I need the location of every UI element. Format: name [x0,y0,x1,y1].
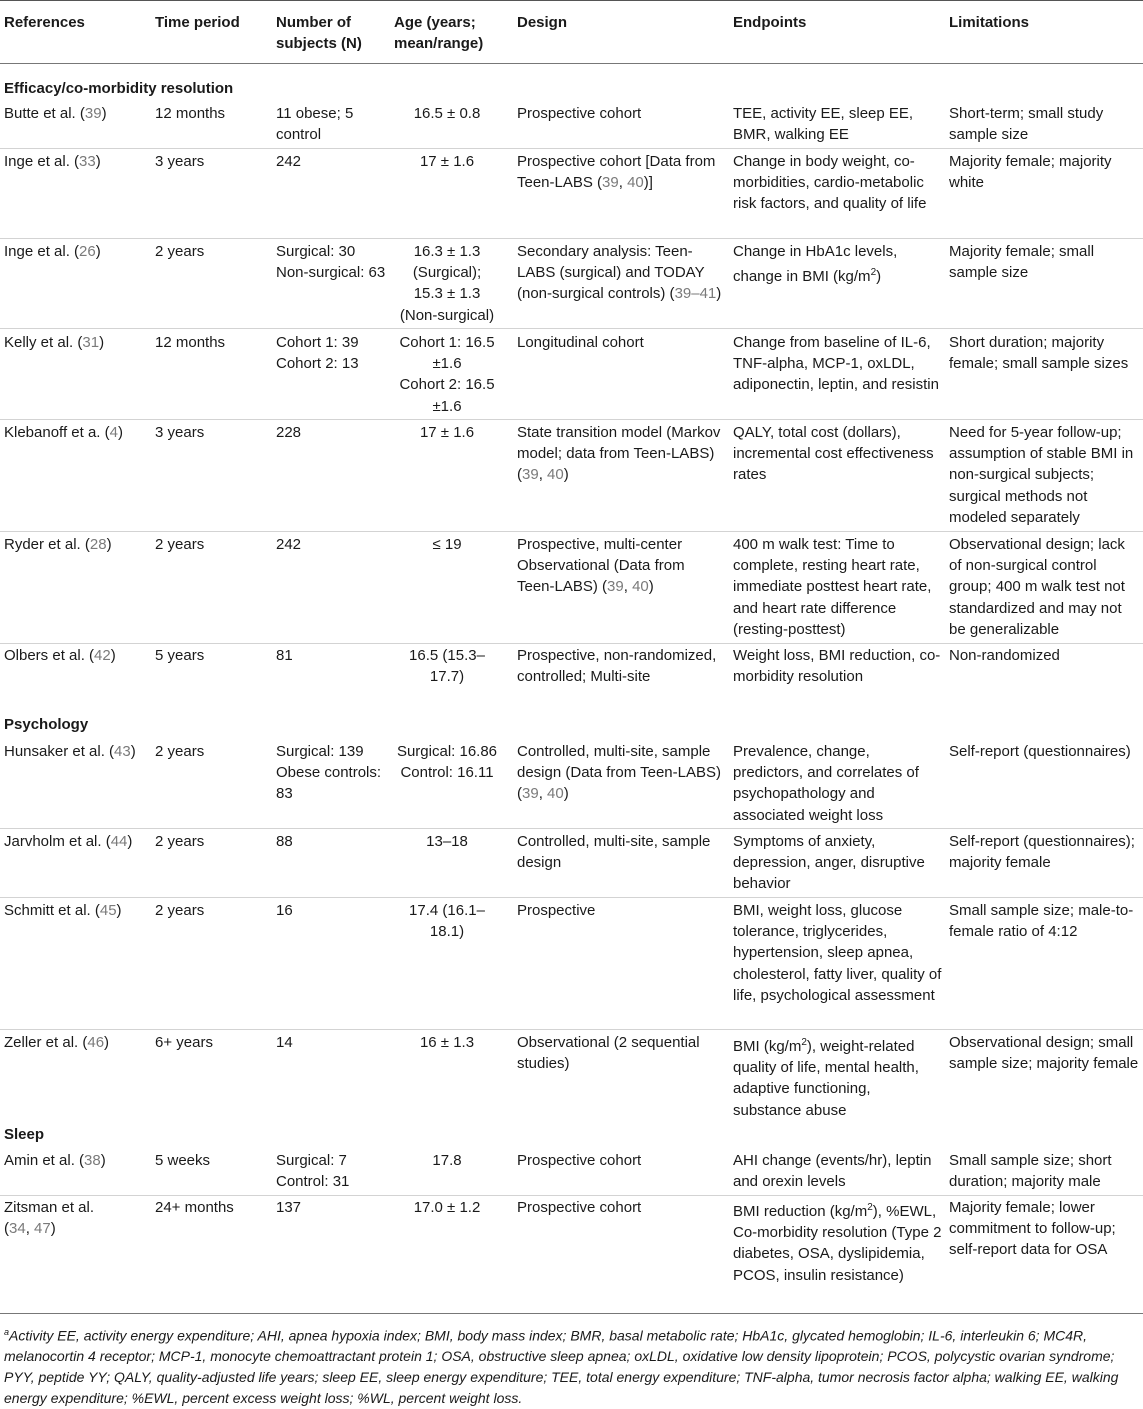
cell-age: 17.4 (16.1–18.1) [409,902,485,941]
cell-age: 16.5 ± 0.8 [413,105,481,122]
cell-subjects: 16 [276,902,293,919]
citation-link[interactable]: 44 [110,833,128,850]
cell-reference: Inge et al. (26) [4,243,101,260]
citation-link[interactable]: 46 [87,1034,105,1051]
cell-limitations: Small sample size; male-to-female ratio of 4:12 [949,902,1134,941]
citation-link[interactable]: 4 [109,424,118,441]
cell-subjects: 14 [276,1034,293,1051]
cell-subjects: 88 [276,833,293,850]
cell-limitations: Majority female; majority white [949,153,1112,192]
citation-link[interactable]: 28 [89,536,107,553]
citation-link[interactable]: 39–41 [674,285,717,303]
cell-age: 17 ± 1.6 [419,153,475,170]
cell-limitations: Majority female; small sample size [949,243,1095,282]
citation-link[interactable]: 33 [79,153,96,170]
cell-age: Cohort 1: 16.5 ±1.6 Cohort 2: 16.5 ±1.6 [399,334,495,415]
citation-link[interactable]: 43 [114,743,131,760]
cell-design: Observational (2 sequential studies) [517,1034,700,1073]
cell-limitations: Non-randomized [949,647,1060,664]
citation-link[interactable]: 39 [602,174,619,192]
citation-link[interactable]: 40 [547,785,564,803]
cell-design: Prospective cohort [517,1152,642,1169]
citation-link[interactable]: 40 [627,174,644,192]
cell-endpoints: Prevalence, change, predictors, and correlates of psychopathology and associated weight loss [733,743,919,824]
cell-endpoints: AHI change (events/hr), leptin and orexin levels [733,1152,932,1191]
cell-reference: Schmitt et al. (45) [4,902,122,919]
header-number-of-subjects: Number of subjects (N) [276,14,362,52]
citation-link[interactable]: 26 [79,243,96,260]
cell-reference: Jarvholm et al. (44) [4,833,133,850]
cell-reference: Ryder et al. (28) [4,536,112,553]
cell-endpoints: Change from baseline of IL-6, TNF-alpha, MCP-1, oxLDL, adiponectin, leptin, and resistin [733,334,939,394]
cell-design: Secondary analysis: Teen-LABS (surgical) and TODAY (non-surgical controls) (39–41) [517,243,722,303]
cell-subjects: Surgical: 139 Obese controls: 83 [276,743,382,803]
cell-time-period: 2 years [155,243,205,260]
cell-time-period: 24+ months [155,1199,234,1216]
cell-limitations: Self-report (questionnaires) [949,743,1131,760]
footer-rule [0,1313,1143,1314]
cell-endpoints: BMI reduction $(kg/m^2)$, %EWL, Co-morbidity resolution (Type 2 diabetes, OSA, dyslipidemia, PCOS, insulin resistance) [733,1202,942,1284]
cell-reference: Zitsman et al. (34, 47) [4,1199,95,1238]
cell-design: State transition model (Markov model; data from Teen-LABS) (39, 40) [517,424,721,484]
citation-link[interactable]: 40 [547,466,564,484]
cell-reference: Olbers et al. (42) [4,647,116,664]
cell-design: Prospective, multi-center Observational (Data from Teen-LABS) (39, 40) [517,536,685,596]
cell-subjects: Surgical: 7 Control: 31 [276,1152,350,1191]
cell-endpoints: BMI, weight loss, glucose tolerance, triglycerides, hypertension, sleep apnea, cholesterol, fatty liver, quality of life, psychological assessment [733,902,942,1004]
cell-subjects: 81 [276,647,293,664]
row-divider [0,643,1143,644]
cell-endpoints: Change in body weight, co-morbidities, cardio-metabolic risk factors, and quality of life [733,153,927,213]
citation-link[interactable]: 42 [94,647,111,664]
cell-age: 16.3 ± 1.3 (Surgical); 15.3 ± 1.3 (Non-surgical) [399,243,495,324]
cell-subjects: 228 [276,424,302,441]
table-header [0,12,1143,62]
cell-reference: Klebanoff et a. (4) [4,424,123,441]
cell-time-period: 2 years [155,902,205,919]
cell-time-period: 3 years [155,153,205,170]
cell-limitations: Small sample size; short duration; majority male [949,1152,1112,1191]
row-divider [0,897,1143,898]
cell-age: 17 ± 1.6 [419,424,475,441]
header-rule [0,63,1143,64]
header-endpoints: Endpoints [733,14,807,31]
cell-endpoints: BMI $(kg/m^2)$, weight-related quality of life, mental health, adaptive functioning, substance abuse [733,1037,919,1119]
row-divider [0,1195,1143,1196]
citation-link[interactable]: 39 [607,578,624,596]
cell-reference: Hunsaker et al. (43) [4,743,136,760]
cell-endpoints: 400 m walk test: Time to complete, resting heart rate, immediate posttest heart rate, and heart rate difference (resting-posttest) [733,536,932,638]
section-title-psychology: Psychology [4,716,89,733]
cell-endpoints: Weight loss, BMI reduction, co-morbidity resolution [733,647,941,686]
cell-subjects: 137 [276,1199,302,1216]
cell-age: ≤ 19 [432,536,462,553]
cell-reference: Inge et al. (33) [4,153,101,170]
header-time-period: Time period [155,14,240,31]
cell-time-period: 6+ years [155,1034,213,1051]
cell-age: 16.5 (15.3–17.7) [409,647,485,686]
citation-link[interactable]: 38 [84,1152,101,1169]
row-divider [0,828,1143,829]
citation-link[interactable]: 39 [84,105,102,122]
cell-subjects: 242 [276,153,302,170]
cell-reference: Zeller et al. (46) [4,1034,110,1051]
cell-design: Prospective [517,902,596,919]
row-divider [0,328,1143,329]
cell-time-period: 3 years [155,424,205,441]
cell-endpoints: Symptoms of anxiety, depression, anger, disruptive behavior [733,833,925,893]
cell-age: Surgical: 16.86 Control: 16.11 [396,743,498,782]
citation-link[interactable]: 47 [34,1220,51,1238]
cell-limitations: Observational design; lack of non-surgical control group; 400 m walk test not standardized and may not be generalizable [949,536,1125,638]
cell-limitations: Observational design; small sample size; majority female [949,1034,1139,1073]
cell-time-period: 12 months [155,105,226,122]
cell-subjects: 242 [276,536,302,553]
row-divider [0,1029,1143,1030]
row-divider [0,531,1143,532]
cell-endpoints: TEE, activity EE, sleep EE, BMR, walking EE [733,105,914,144]
citation-link[interactable]: 39 [522,785,539,803]
cell-age: 17.8 [432,1152,462,1169]
cell-design: Prospective cohort [517,1199,642,1216]
citation-link[interactable]: 31 [82,334,100,351]
header-design: Design [517,14,568,31]
citation-link[interactable]: 39 [522,466,539,484]
section-title-efficacy: Efficacy/co-morbidity resolution [4,80,234,97]
cell-design: Controlled, multi-site, sample design [517,833,711,872]
cell-limitations: Majority female; lower commitment to follow-up; self-report data for OSA [949,1199,1116,1259]
cell-time-period: 2 years [155,536,205,553]
cell-time-period: 5 years [155,647,205,664]
cell-time-period: 2 years [155,743,205,760]
cell-design: Prospective cohort [517,105,642,122]
citation-link[interactable]: 34 [9,1220,26,1238]
cell-reference: Kelly et al. (31) [4,334,105,351]
cell-endpoints: Change in HbA1c levels, change in BMI $(kg/m^2)$ [733,243,898,286]
table-top-rule [0,0,1143,1]
table-footnote: $^a$Activity EE, activity energy expenditure; AHI, apnea hypoxia index; BMI, body mass index; BMR, basal metabolic rate; HbA1c, glycated hemoglobin; IL-6, interleukin 6; MC4R, melanocortin 4 receptor; MCP-1, monocyte chemoattractant protein 1; OSA, obstructive sleep apnea; oxLDL, oxidative low density lipoprotein; PCOS, polycystic ovarian syndrome; PYY, peptide YY; QALY, quality-adjusted life years; sleep EE, sleep energy expenditure; TEE, total energy expenditure; TNF-alpha, tumor necrosis factor alpha; walking EE, walking energy expenditure; %EWL, percent excess weight loss; %WL, percent weight loss. [4,1327,1119,1407]
cell-time-period: 2 years [155,833,205,850]
cell-reference: Butte et al. (39) [4,105,107,122]
cell-endpoints: QALY, total cost (dollars), incremental cost effectiveness rates [733,424,934,484]
cell-design: Longitudinal cohort [517,334,644,351]
cell-age: 17.0 ± 1.2 [413,1199,481,1216]
cell-age: 13–18 [426,833,468,850]
row-divider [0,148,1143,149]
cell-design: Prospective cohort [Data from Teen-LABS (39, 40)] [517,153,716,192]
cell-subjects: 11 obese; 5 control [276,105,354,144]
cell-age: 16 ± 1.3 [419,1034,475,1051]
cell-limitations: Short duration; majority female; small sample sizes [949,334,1129,373]
cell-limitations: Self-report (questionnaires); majority female [949,833,1135,872]
cell-time-period: 5 weeks [155,1152,211,1169]
section-title-sleep: Sleep [4,1126,45,1143]
cell-subjects: Cohort 1: 39 Cohort 2: 13 [276,334,359,373]
cell-limitations: Short-term; small study sample size [949,105,1104,144]
cell-reference: Amin et al. (38) [4,1152,106,1169]
header-references: References [4,14,85,31]
row-divider [0,238,1143,239]
row-divider [0,419,1143,420]
citation-link[interactable]: 40 [632,578,649,596]
cell-subjects: Surgical: 30 Non-surgical: 63 [276,243,386,282]
citation-link[interactable]: 45 [99,902,117,919]
cell-time-period: 12 months [155,334,226,351]
cell-design: Prospective, non-randomized, controlled; Multi-site [517,647,717,686]
cell-design: Controlled, multi-site, sample design (Data from Teen-LABS) (39, 40) [517,743,721,803]
header-limitations: Limitations [949,14,1030,31]
cell-limitations: Need for 5-year follow-up; assumption of stable BMI in non-surgical subjects; surgical methods not modeled separately [949,424,1134,526]
header-age: Age (years; mean/range) [394,14,484,52]
